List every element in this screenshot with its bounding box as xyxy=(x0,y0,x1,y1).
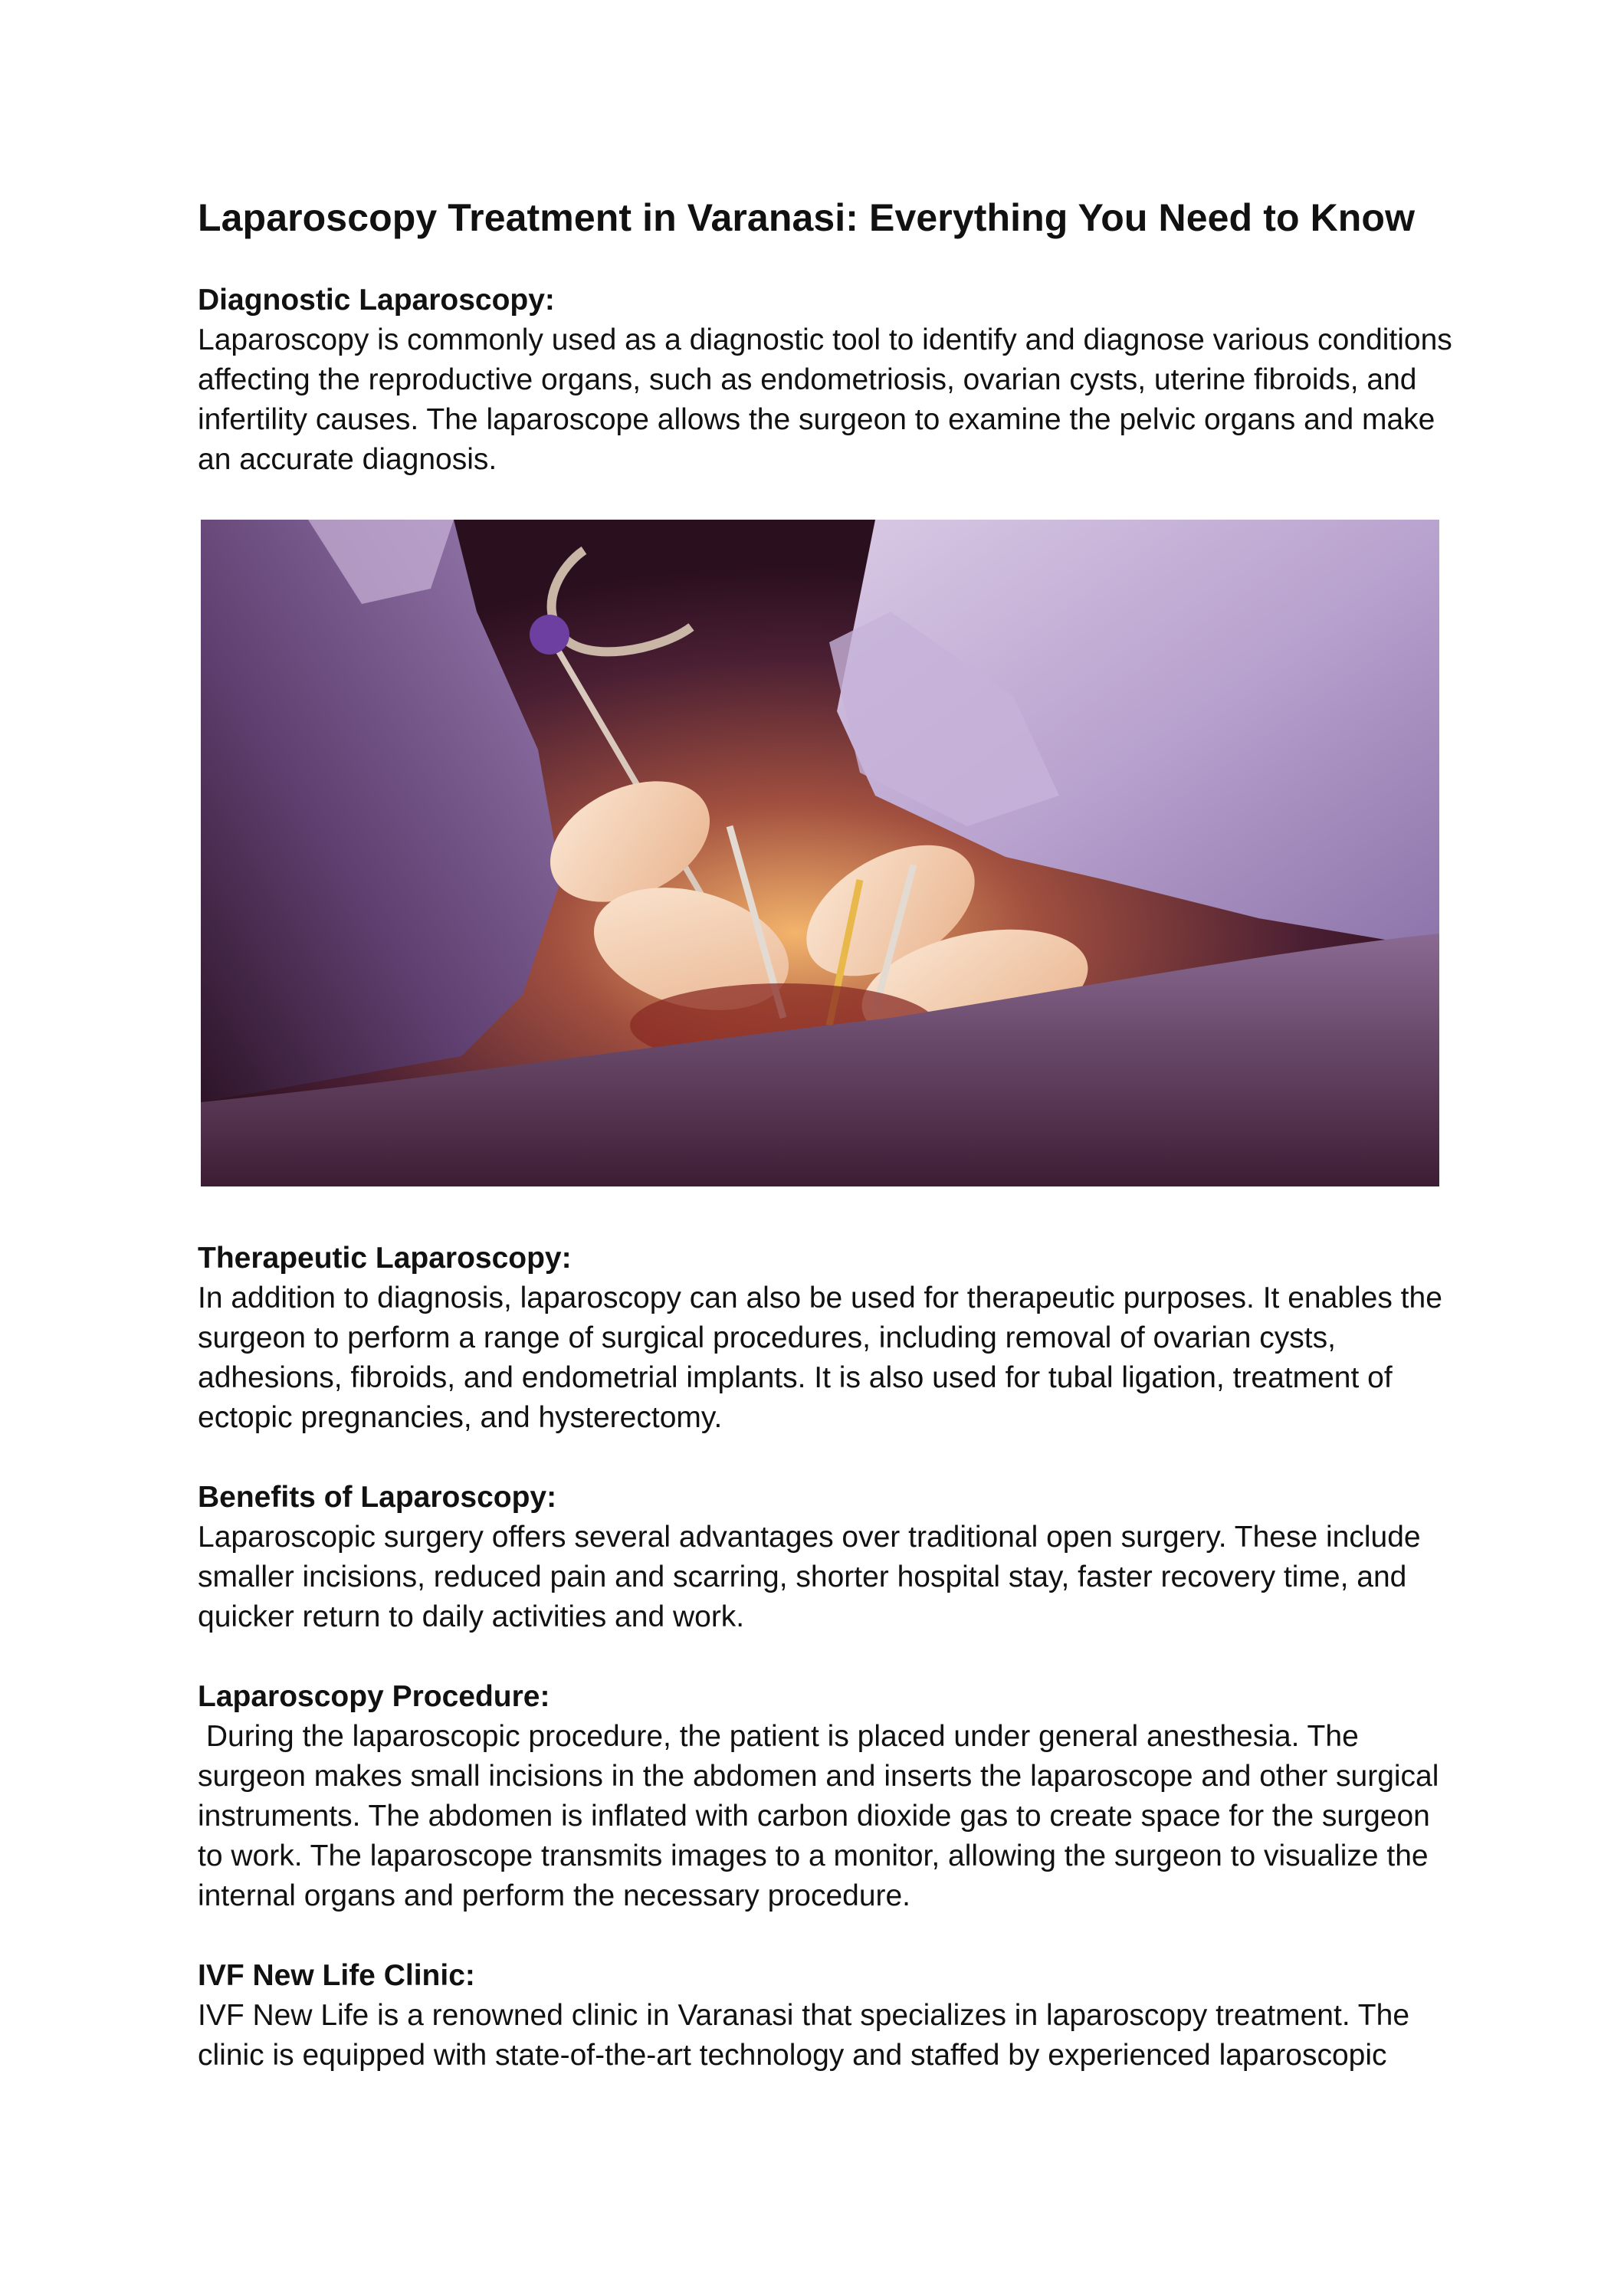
section-body: IVF New Life is a renowned clinic in Varanasi that specializes in laparoscopy treatment. The clinic is equipped with state-of-the-art technology and staffed by experienced laparoscopic xyxy=(198,1999,1418,2072)
section-body: In addition to diagnosis, laparoscopy can also be used for therapeutic purposes. It enables the surgeon to perform a range of surgical procedures, including removal of ovarian cysts, adhesions, fibroids, and endometrial implants. It is also used for tubal ligation, treatment of ectopic pregnancies, and hysterectomy. xyxy=(198,1282,1451,1434)
section-body: Laparoscopy is commonly used as a diagnostic tool to identify and diagnose various conditions affecting the reproductive organs, such as endometriosis, ovarian cysts, uterine fibroids, and infertility causes. The laparoscope allows the surgeon to examine the pelvic organs and make an accurate diagnosis. xyxy=(198,323,1461,476)
section-heading: Benefits of Laparoscopy: xyxy=(198,1481,557,1514)
document-title: Laparoscopy Treatment in Varanasi: Everything You Need to Know xyxy=(198,196,1416,239)
section-heading: Diagnostic Laparoscopy: xyxy=(198,284,555,317)
document-content xyxy=(198,193,1461,2076)
surgery-photo xyxy=(201,520,1439,1186)
section-body: Laparoscopic surgery offers several advantages over traditional open surgery. These include smaller incisions, reduced pain and scarring, shorter hospital stay, faster recovery time, and quicker return to daily activities and work. xyxy=(198,1521,1429,1633)
section-benefits xyxy=(198,1478,1455,1637)
section-heading: IVF New Life Clinic: xyxy=(198,1959,475,1992)
section-heading: Therapeutic Laparoscopy: xyxy=(198,1242,572,1275)
surgery-photo-graphic xyxy=(201,520,1439,1186)
section-procedure xyxy=(198,1677,1455,1916)
section-therapeutic xyxy=(198,1239,1455,1438)
section-diagnostic xyxy=(198,281,1461,480)
section-clinic xyxy=(198,1956,1455,2076)
section-heading: Laparoscopy Procedure: xyxy=(198,1680,550,1713)
section-body: During the laparoscopic procedure, the patient is placed under general anesthesia. The surgeon makes small incisions in the abdomen and inserts the laparoscope and other surgical instruments. The abdomen is inflated with carbon dioxide gas to create space for the surgeon to work. The laparoscope transmits images to a monitor, allowing the surgeon to visualize the internal organs and perform the necessary procedure. xyxy=(198,1720,1448,1912)
